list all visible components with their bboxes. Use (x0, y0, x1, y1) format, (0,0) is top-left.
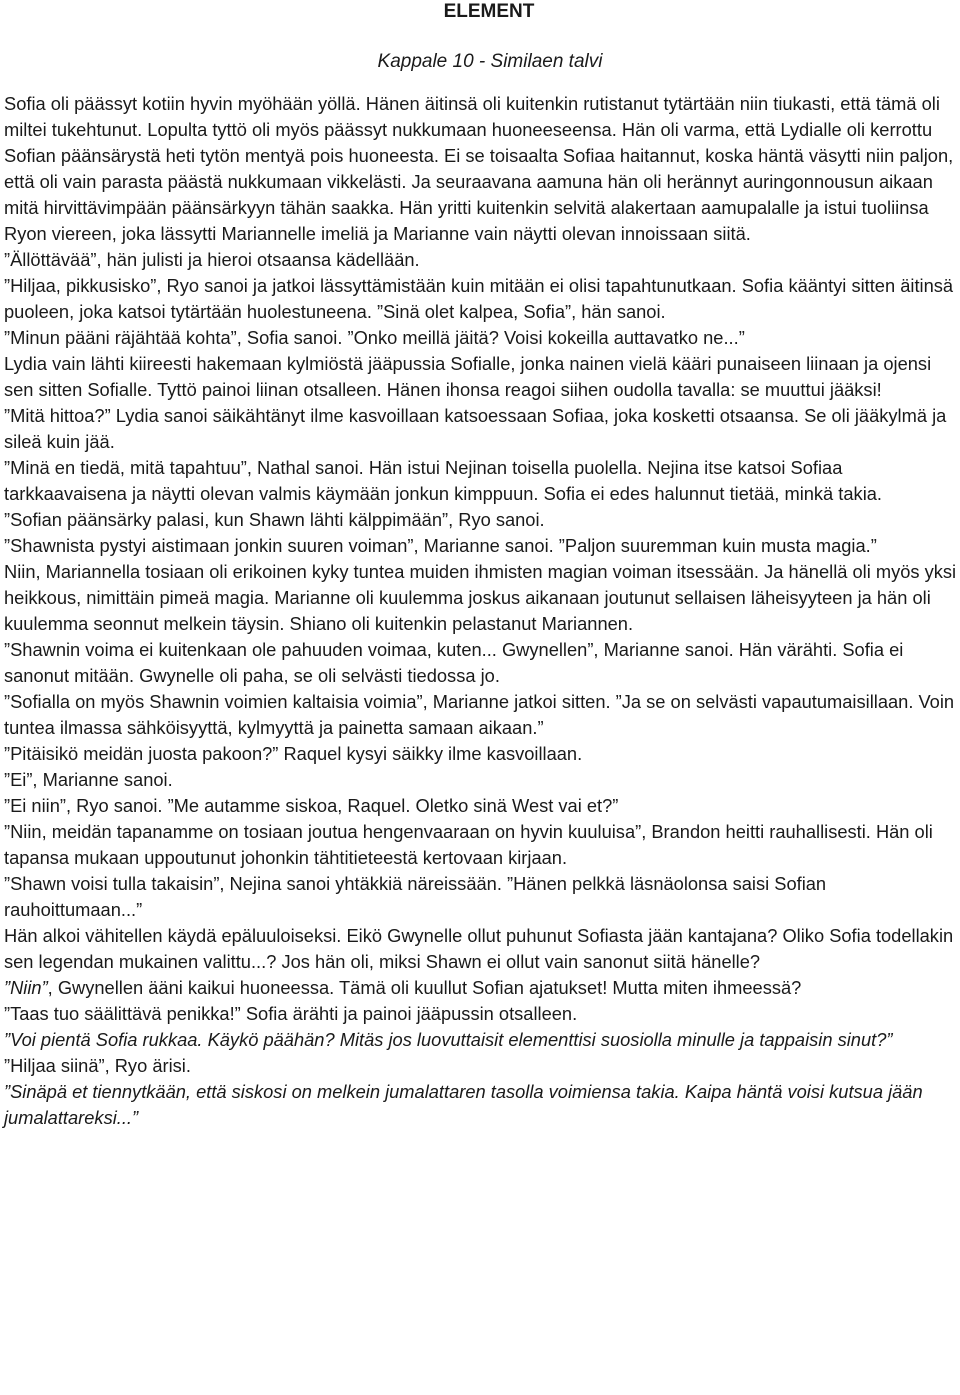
paragraph (4, 975, 960, 1001)
paragraph-italic-part: ”Niin” (4, 977, 48, 998)
paragraph: ”Hiljaa, pikkusisko”, Ryo sanoi ja jatkoi lässyttämistään kuin mitään ei olisi tapahtunutkaan. Sofia kääntyi sitten äitinsä puoleen, joka katsoi tytärtään huolestuneena. ”Sinä olet kalpea, Sofia”, hän sanoi. (4, 275, 954, 322)
paragraph: Lydia vain lähti kiireesti hakemaan kylmiöstä jääpussia Sofialle, jonka nainen vielä kääri punaiseen liinaan ja ojensi sen sitten Sofialle. Tyttö painoi liinan otsalleen. Hänen ihonsa reagoi siihen oudolla tavalla: se muuttui jääksi! (4, 353, 932, 400)
paragraph: ”Ällöttävää”, hän julisti ja hieroi otsaansa kädellään. (4, 249, 420, 270)
paragraph: ”Ei”, Marianne sanoi. (4, 769, 173, 790)
paragraph: ”Minä en tiedä, mitä tapahtuu”, Nathal sanoi. Hän istui Nejinan toisella puolella. Nejina itse katsoi Sofiaa tarkkaavaisena ja näytti olevan valmis käymään jonkun kimppuun. Sofia ei edes halunnut tietää, minkä takia. (4, 457, 882, 504)
paragraph: ”Voi pientä Sofia rukkaa. Käykö päähän? Mitäs jos luovuttaisit elementtisi suosiolla minulle ja tappaisin sinut?” (4, 1029, 893, 1050)
chapter-title: Kappale 10 - Similaen talvi (377, 51, 603, 72)
paragraph: ”Ei niin”, Ryo sanoi. ”Me autamme siskoa, Raquel. Oletko sinä West vai et?” (4, 795, 619, 816)
document-title: ELEMENT (443, 1, 535, 22)
paragraph (4, 1001, 960, 1027)
paragraph: ”Shawnin voima ei kuitenkaan ole pahuuden voimaa, kuten... Gwynellen”, Marianne sanoi. Hän värähti. Sofia ei sanonut mitään. Gwynelle oli paha, se oli selvästi tiedossa jo. (4, 639, 904, 686)
paragraph-normal-part: , Gwynellen ääni kaikui huoneessa. Tämä oli kuullut Sofian ajatukset! Mutta miten ihmeessä? (47, 977, 802, 998)
paragraph: Niin, Mariannella tosiaan oli erikoinen kyky tuntea muiden ihmisten magian voiman itsessään. Ja hänellä oli myös yksi heikkous, nimittäin pimeä magia. Marianne oli kuulemma joskus aikanaan joutunut sellaisen läheisyyteen ja hän oli kuulemma seonnut melkein täysin. Shiano oli kuitenkin pelastanut Mariannen. (4, 561, 957, 634)
paragraph: ”Shawn voisi tulla takaisin”, Nejina sanoi yhtäkkiä näreissään. ”Hänen pelkkä läsnäolonsa saisi Sofian rauhoittumaan...” (4, 873, 827, 920)
paragraph: Hän alkoi vähitellen käydä epäluuloiseksi. Eikö Gwynelle ollut puhunut Sofiasta jään kantajana? Oliko Sofia todellakin sen legendan mukainen valittu...? Jos hän oli, miksi Shawn ei ollut vain sanonut siitä hänelle? (4, 925, 954, 972)
paragraph: ”Shawnista pystyi aistimaan jonkin suuren voiman”, Marianne sanoi. ”Paljon suuremman kuin musta magia.” (4, 535, 877, 556)
paragraph-normal-part: ”Taas tuo säälittävä penikka!” (4, 1003, 241, 1024)
paragraph: ”Sofialla on myös Shawnin voimien kaltaisia voimia”, Marianne jatkoi sitten. ”Ja se on selvästi vapautumaisillaan. Voin tuntea ilmassa sähköisyyttä, kylmyyttä ja painetta samaan aikaan.” (4, 691, 955, 738)
paragraph: ”Sinäpä et tiennytkään, että siskosi on melkein jumalattaren tasolla voimiensa takia. Kaipa häntä voisi kutsua jään jumalattareksi...” (4, 1081, 923, 1128)
paragraph: ”Sofian päänsärky palasi, kun Shawn lähti kälppimään”, Ryo sanoi. (4, 509, 545, 530)
document-body (4, 91, 960, 1131)
paragraph-normal-part: Sofia ärähti ja painoi jääpussin otsalleen. (240, 1003, 578, 1024)
paragraph: Sofia oli päässyt kotiin hyvin myöhään yöllä. Hänen äitinsä oli kuitenkin rutistanut tytärtään niin tiukasti, että tämä oli miltei tukehtunut. Lopulta tyttö oli myös päässyt nukkumaan huoneeseensa. Hän oli varma, että Lydialle oli kerrottu Sofian päänsärystä heti tytön mentyä pois huoneesta. Ei se toisaalta Sofiaa haitannut, koska häntä väsytti niin paljon, että oli vain parasta päästä nukkumaan vikkelästi. Ja seuraavana aamuna hän oli herännyt auringonnousun aikaan mitä hirvittävimpään päänsärkyyn tähän saakka. Hän yritti kuitenkin selvitä alakertaan aamupalalle ja istui tuoliinsa Ryon viereen, joka lässytti Mariannelle imeliä ja Marianne vain näytti olevan innoissaan siitä. (4, 93, 954, 244)
paragraph: ”Mitä hittoa?” Lydia sanoi säikähtänyt ilme kasvoillaan katsoessaan Sofiaa, joka kosketti otsaansa. Se oli jääkylmä ja sileä kuin jää. (4, 405, 947, 452)
paragraph: ”Niin, meidän tapanamme on tosiaan joutua hengenvaaraan on hyvin kuuluisa”, Brandon heitti rauhallisesti. Hän oli tapansa mukaan uppoutunut johonkin tähtitieteestä kertovaan kirjaan. (4, 821, 933, 868)
paragraph: ”Minun pääni räjähtää kohta”, Sofia sanoi. ”Onko meillä jäitä? Voisi kokeilla auttavatko ne...” (4, 327, 745, 348)
paragraph: ”Pitäisikö meidän juosta pakoon?” Raquel kysyi säikky ilme kasvoillaan. (4, 743, 583, 764)
paragraph: ”Hiljaa siinä”, Ryo ärisi. (4, 1055, 191, 1076)
